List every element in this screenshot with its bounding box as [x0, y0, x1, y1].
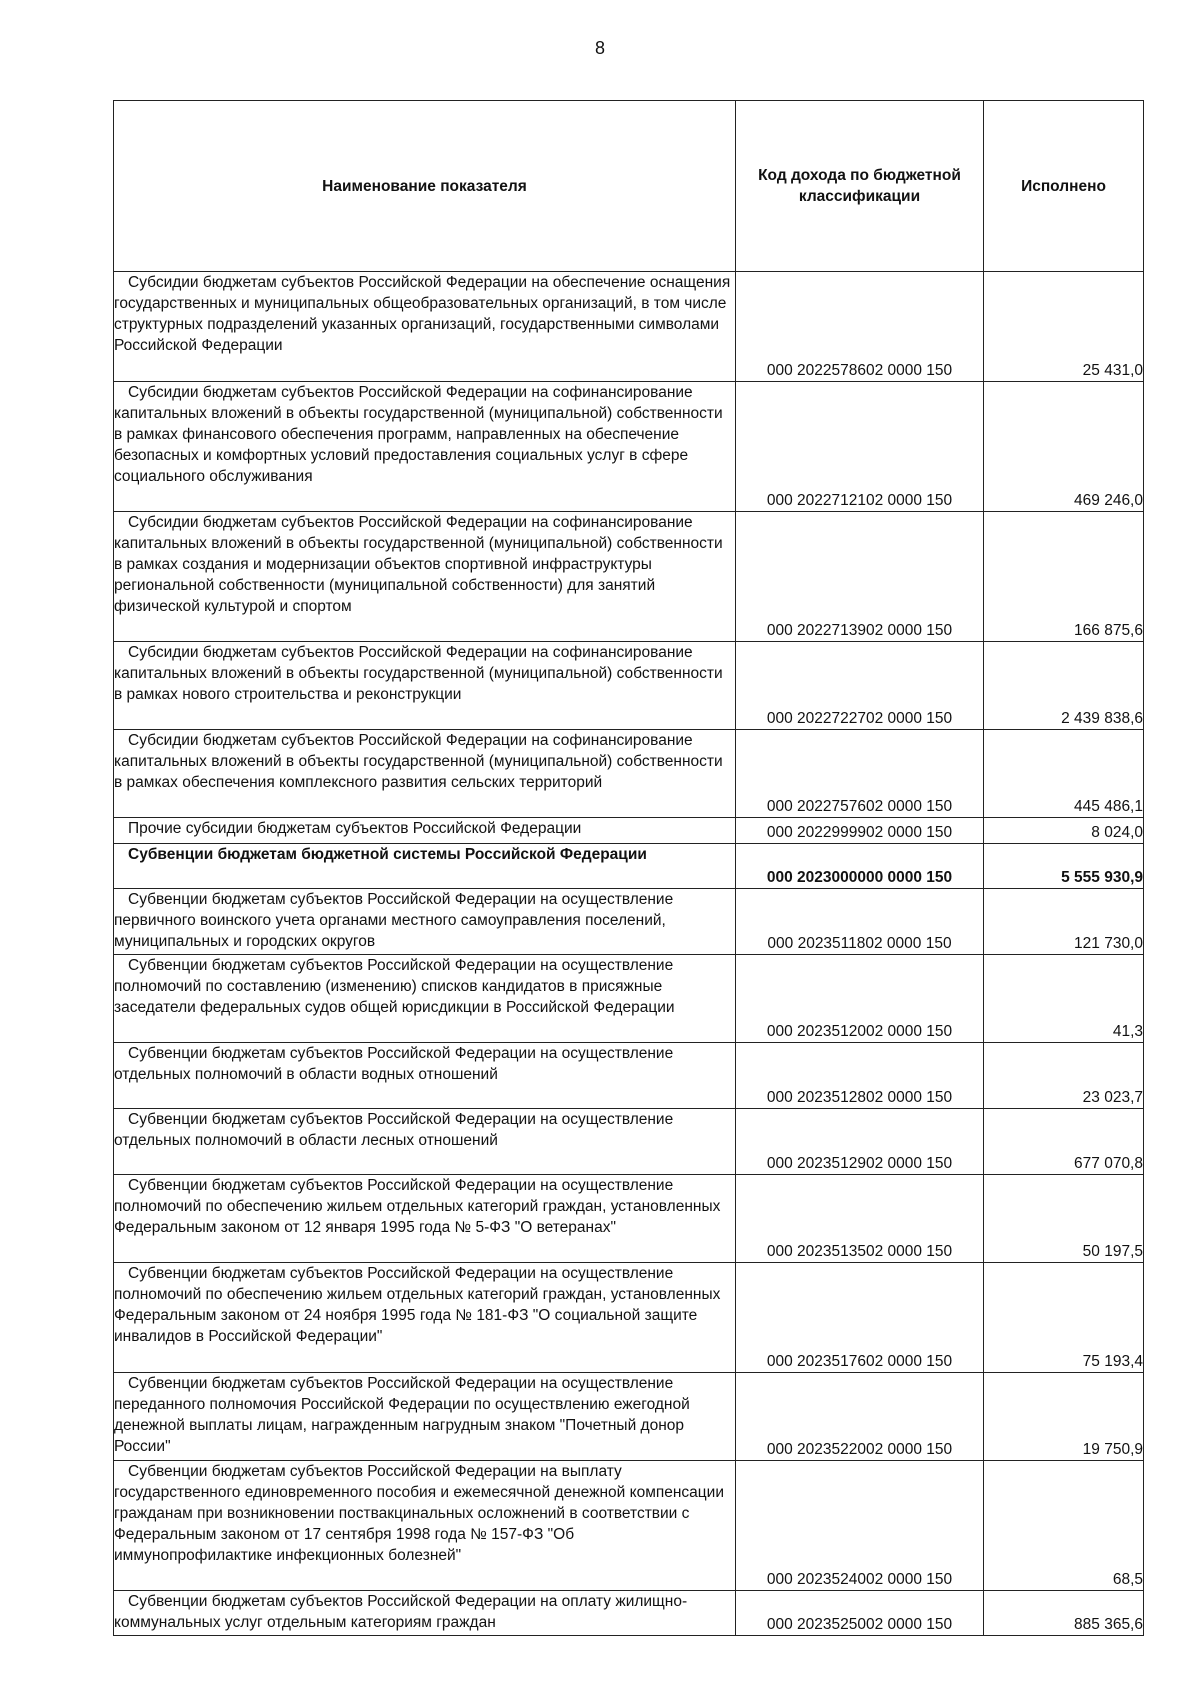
- table-row: [114, 818, 1144, 844]
- indicator-name-cell: [114, 642, 736, 730]
- indicator-name-cell: [114, 1175, 736, 1263]
- indicator-name-cell: [114, 382, 736, 512]
- income-code: 000 2023511802 0000 150: [736, 889, 984, 955]
- indicator-name: Субвенции бюджетам субъектов Российской Федерации на осуществление отдельных полномочий в области лесных отношений: [114, 1111, 674, 1149]
- indicator-name-cell: [114, 1263, 736, 1373]
- indicator-name-cell: [114, 818, 736, 844]
- indicator-name: Субвенции бюджетам бюджетной системы Российской Федерации: [128, 846, 647, 863]
- executed-amount: 5 555 930,9: [984, 844, 1144, 889]
- indicator-name-cell: [114, 1109, 736, 1175]
- indicator-name-cell: [114, 272, 736, 382]
- income-code: 000 2023513502 0000 150: [736, 1175, 984, 1263]
- executed-amount: 75 193,4: [984, 1263, 1144, 1373]
- income-code: 000 2023525002 0000 150: [736, 1591, 984, 1636]
- indicator-name-cell: [114, 1043, 736, 1109]
- indicator-name: Субсидии бюджетам субъектов Российской Федерации на софинансирование капитальных вложений в объекты государственной (муниципальной) собственности в рамках создания и модернизации объектов спортивной инфраструктуры региональной собственности (муниципальной собственности) для занятий физической культурой и спортом: [114, 514, 723, 615]
- executed-amount: 445 486,1: [984, 730, 1144, 818]
- executed-amount: 469 246,0: [984, 382, 1144, 512]
- table-body: [114, 272, 1144, 1636]
- indicator-name-cell: [114, 955, 736, 1043]
- table-row: [114, 512, 1144, 642]
- executed-amount: 2 439 838,6: [984, 642, 1144, 730]
- indicator-name-cell: [114, 1461, 736, 1591]
- indicator-name-cell: [114, 889, 736, 955]
- header-income-code: Код дохода по бюджетной классификации: [736, 101, 984, 272]
- table-row: [114, 1461, 1144, 1591]
- executed-amount: 25 431,0: [984, 272, 1144, 382]
- indicator-name: Субвенции бюджетам субъектов Российской Федерации на осуществление полномочий по обеспечению жильем отдельных категорий граждан, установленных Федеральным законом от 12 января 1995 года № 5-ФЗ "О ветеранах": [114, 1177, 721, 1236]
- income-code: 000 2023512002 0000 150: [736, 955, 984, 1043]
- table-row: [114, 1263, 1144, 1373]
- table-row: [114, 1373, 1144, 1461]
- indicator-name: Субсидии бюджетам субъектов Российской Федерации на софинансирование капитальных вложений в объекты государственной (муниципальной) собственности в рамках нового строительства и реконструкции: [114, 644, 723, 703]
- income-code: 000 2023512802 0000 150: [736, 1043, 984, 1109]
- indicator-name: Субвенции бюджетам субъектов Российской Федерации на осуществление первичного воинского учета органами местного самоуправления поселений, муниципальных и городских округов: [114, 891, 674, 950]
- executed-amount: 68,5: [984, 1461, 1144, 1591]
- indicator-name: Субвенции бюджетам субъектов Российской Федерации на осуществление переданного полномочия Российской Федерации по осуществлению ежегодной денежной выплаты лицам, награжденным нагрудным знаком "Почетный донор России": [114, 1375, 690, 1455]
- income-code: 000 2023512902 0000 150: [736, 1109, 984, 1175]
- executed-amount: 885 365,6: [984, 1591, 1144, 1636]
- indicator-name-cell: [114, 844, 736, 889]
- table-header-row: [114, 101, 1144, 272]
- indicator-name: Прочие субсидии бюджетам субъектов Российской Федерации: [128, 820, 582, 837]
- executed-amount: 8 024,0: [984, 818, 1144, 844]
- table-row: [114, 1591, 1144, 1636]
- income-code: 000 2023000000 0000 150: [736, 844, 984, 889]
- table-row: [114, 1109, 1144, 1175]
- table-row: [114, 272, 1144, 382]
- indicator-name: Субвенции бюджетам субъектов Российской Федерации на оплату жилищно-коммунальных услуг отдельным категориям граждан: [114, 1593, 688, 1631]
- income-code: 000 2022578602 0000 150: [736, 272, 984, 382]
- page-number: 8: [594, 38, 605, 58]
- indicator-name-cell: [114, 1373, 736, 1461]
- table-row: [114, 1043, 1144, 1109]
- income-code: 000 2022713902 0000 150: [736, 512, 984, 642]
- income-code: 000 2022712102 0000 150: [736, 382, 984, 512]
- executed-amount: 23 023,7: [984, 1043, 1144, 1109]
- indicator-name: Субсидии бюджетам субъектов Российской Федерации на софинансирование капитальных вложений в объекты государственной (муниципальной) собственности в рамках обеспечения комплексного развития сельских территорий: [114, 732, 723, 791]
- indicator-name: Субсидии бюджетам субъектов Российской Федерации на обеспечение оснащения государственных и муниципальных общеобразовательных организаций, в том числе структурных подразделений указанных организаций, государственными символами Российской Федерации: [114, 274, 731, 354]
- indicator-name: Субвенции бюджетам субъектов Российской Федерации на осуществление полномочий по составлению (изменению) списков кандидатов в присяжные заседатели федеральных судов общей юрисдикции в Российской Федерации: [114, 957, 675, 1016]
- table-row: [114, 1175, 1144, 1263]
- executed-amount: 166 875,6: [984, 512, 1144, 642]
- income-code: 000 2022722702 0000 150: [736, 642, 984, 730]
- table-row: [114, 844, 1144, 889]
- table-row: [114, 889, 1144, 955]
- income-code: 000 2022999902 0000 150: [736, 818, 984, 844]
- indicator-name-cell: [114, 1591, 736, 1636]
- header-executed: Исполнено: [984, 101, 1144, 272]
- indicator-name: Субсидии бюджетам субъектов Российской Федерации на софинансирование капитальных вложений в объекты государственной (муниципальной) собственности в рамках финансового обеспечения программ, направленных на обеспечение безопасных и комфортных условий предоставления социальных услуг в сфере социального обслуживания: [114, 384, 723, 485]
- income-code: 000 2023522002 0000 150: [736, 1373, 984, 1461]
- indicator-name: Субвенции бюджетам субъектов Российской Федерации на осуществление отдельных полномочий в области водных отношений: [114, 1045, 674, 1083]
- executed-amount: 41,3: [984, 955, 1144, 1043]
- table-row: [114, 642, 1144, 730]
- indicator-name: Субвенции бюджетам субъектов Российской Федерации на выплату государственного единовременного пособия и ежемесячной денежной компенсации гражданам при возникновении поствакцинальных осложнений в соответствии с Федеральным законом от 17 сентября 1998 года № 157-ФЗ "Об иммунопрофилактике инфекционных болезней": [114, 1463, 724, 1564]
- executed-amount: 50 197,5: [984, 1175, 1144, 1263]
- indicator-name-cell: [114, 730, 736, 818]
- income-code: 000 2022757602 0000 150: [736, 730, 984, 818]
- table-row: [114, 955, 1144, 1043]
- indicator-name-cell: [114, 512, 736, 642]
- table-row: [114, 382, 1144, 512]
- header-indicator-name: Наименование показателя: [114, 101, 736, 272]
- executed-amount: 121 730,0: [984, 889, 1144, 955]
- income-report-table: [113, 100, 1144, 1636]
- income-code: 000 2023517602 0000 150: [736, 1263, 984, 1373]
- executed-amount: 677 070,8: [984, 1109, 1144, 1175]
- table-row: [114, 730, 1144, 818]
- indicator-name: Субвенции бюджетам субъектов Российской Федерации на осуществление полномочий по обеспечению жильем отдельных категорий граждан, установленных Федеральным законом от 24 ноября 1995 года № 181-ФЗ "О социальной защите инвалидов в Российской Федерации": [114, 1265, 721, 1345]
- income-code: 000 2023524002 0000 150: [736, 1461, 984, 1591]
- executed-amount: 19 750,9: [984, 1373, 1144, 1461]
